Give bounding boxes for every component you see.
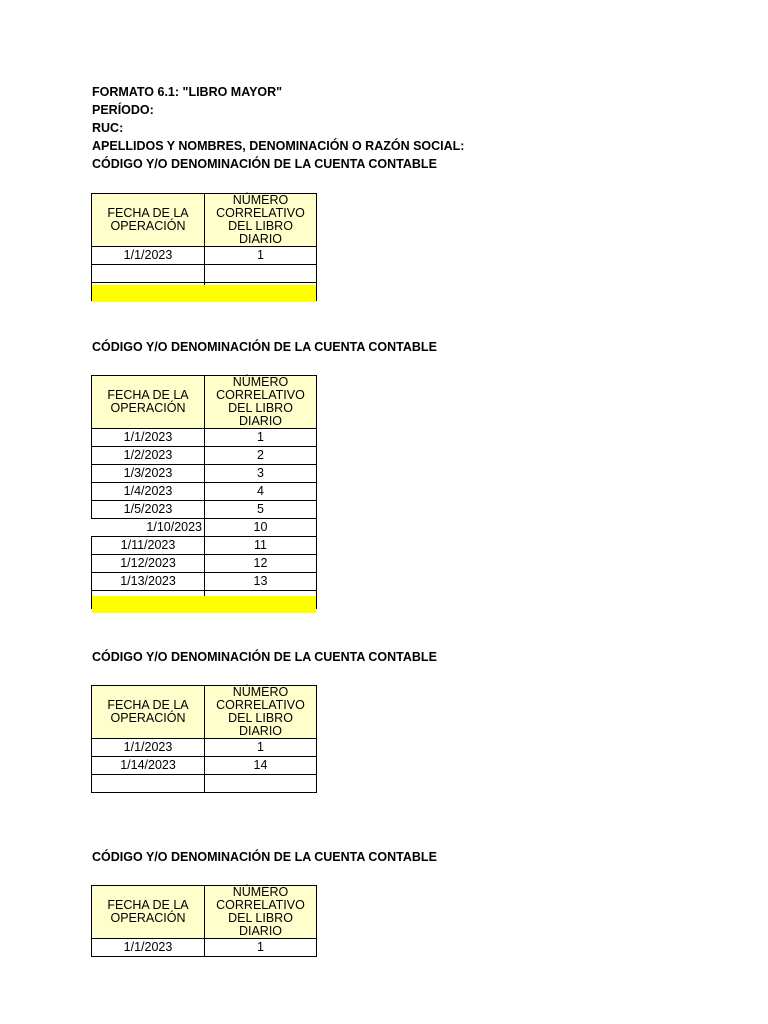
number-cell[interactable]: 5 bbox=[205, 501, 317, 519]
date-cell[interactable] bbox=[92, 775, 205, 793]
date-cell[interactable]: 1/1/2023 bbox=[92, 739, 205, 757]
table-row bbox=[92, 757, 317, 775]
number-cell[interactable]: 4 bbox=[205, 483, 317, 501]
date-cell[interactable]: 1/13/2023 bbox=[92, 573, 205, 591]
table-row bbox=[92, 537, 317, 555]
total-row-highlight bbox=[92, 596, 316, 613]
column-header-date: FECHA DE LA OPERACIÓN bbox=[92, 886, 205, 939]
table-row bbox=[92, 247, 317, 265]
table-row bbox=[92, 265, 317, 283]
number-cell[interactable]: 1 bbox=[205, 247, 317, 265]
number-cell[interactable]: 10 bbox=[205, 519, 317, 537]
section-title: CÓDIGO Y/O DENOMINACIÓN DE LA CUENTA CONTABLE bbox=[92, 340, 437, 354]
ledger-table-2 bbox=[91, 375, 317, 609]
table-row bbox=[92, 939, 317, 957]
number-cell[interactable]: 1 bbox=[205, 739, 317, 757]
column-header-date: FECHA DE LA OPERACIÓN bbox=[92, 686, 205, 739]
table-row bbox=[92, 429, 317, 447]
number-cell[interactable]: 13 bbox=[205, 573, 317, 591]
column-header-correlative: NÚMERO CORRELATIVO DEL LIBRO DIARIO bbox=[205, 686, 317, 739]
table-row bbox=[92, 519, 317, 537]
date-cell[interactable]: 1/2/2023 bbox=[92, 447, 205, 465]
table-row bbox=[92, 483, 317, 501]
date-cell[interactable]: 1/3/2023 bbox=[92, 465, 205, 483]
number-cell[interactable]: 12 bbox=[205, 555, 317, 573]
period-label: PERÍODO: bbox=[92, 103, 154, 117]
number-cell[interactable] bbox=[205, 775, 317, 793]
number-cell[interactable]: 14 bbox=[205, 757, 317, 775]
date-cell[interactable]: 1/1/2023 bbox=[92, 247, 205, 265]
section-title: CÓDIGO Y/O DENOMINACIÓN DE LA CUENTA CONTABLE bbox=[92, 650, 437, 664]
ledger-table-3 bbox=[91, 685, 317, 793]
date-cell[interactable]: 1/5/2023 bbox=[92, 501, 205, 519]
date-cell[interactable]: 1/4/2023 bbox=[92, 483, 205, 501]
number-cell[interactable] bbox=[205, 265, 317, 283]
date-cell[interactable]: 1/10/2023 bbox=[92, 519, 205, 537]
column-header-date: FECHA DE LA OPERACIÓN bbox=[92, 376, 205, 429]
date-cell[interactable] bbox=[92, 265, 205, 283]
table-row bbox=[92, 501, 317, 519]
date-cell[interactable]: 1/1/2023 bbox=[92, 939, 205, 957]
date-cell[interactable]: 1/1/2023 bbox=[92, 429, 205, 447]
total-row-highlight bbox=[92, 285, 316, 302]
number-cell[interactable]: 11 bbox=[205, 537, 317, 555]
column-header-correlative: NÚMERO CORRELATIVO DEL LIBRO DIARIO bbox=[205, 376, 317, 429]
table-row bbox=[92, 573, 317, 591]
column-header-correlative: NÚMERO CORRELATIVO DEL LIBRO DIARIO bbox=[205, 886, 317, 939]
date-cell[interactable]: 1/11/2023 bbox=[92, 537, 205, 555]
date-cell[interactable]: 1/14/2023 bbox=[92, 757, 205, 775]
column-header-correlative: NÚMERO CORRELATIVO DEL LIBRO DIARIO bbox=[205, 194, 317, 247]
table-row bbox=[92, 775, 317, 793]
table-row bbox=[92, 465, 317, 483]
format-title: FORMATO 6.1: "LIBRO MAYOR" bbox=[92, 85, 283, 99]
ruc-label: RUC: bbox=[92, 121, 124, 135]
number-cell[interactable]: 3 bbox=[205, 465, 317, 483]
company-name-label: APELLIDOS Y NOMBRES, DENOMINACIÓN O RAZÓN SOCIAL: bbox=[92, 139, 465, 153]
table-row bbox=[92, 555, 317, 573]
date-cell[interactable]: 1/12/2023 bbox=[92, 555, 205, 573]
ledger-table-4 bbox=[91, 885, 317, 957]
number-cell[interactable]: 1 bbox=[205, 939, 317, 957]
account-label: CÓDIGO Y/O DENOMINACIÓN DE LA CUENTA CONTABLE bbox=[92, 157, 437, 171]
table-row bbox=[92, 447, 317, 465]
column-header-date: FECHA DE LA OPERACIÓN bbox=[92, 194, 205, 247]
number-cell[interactable]: 2 bbox=[205, 447, 317, 465]
number-cell[interactable]: 1 bbox=[205, 429, 317, 447]
table-row bbox=[92, 739, 317, 757]
section-title: CÓDIGO Y/O DENOMINACIÓN DE LA CUENTA CONTABLE bbox=[92, 850, 437, 864]
